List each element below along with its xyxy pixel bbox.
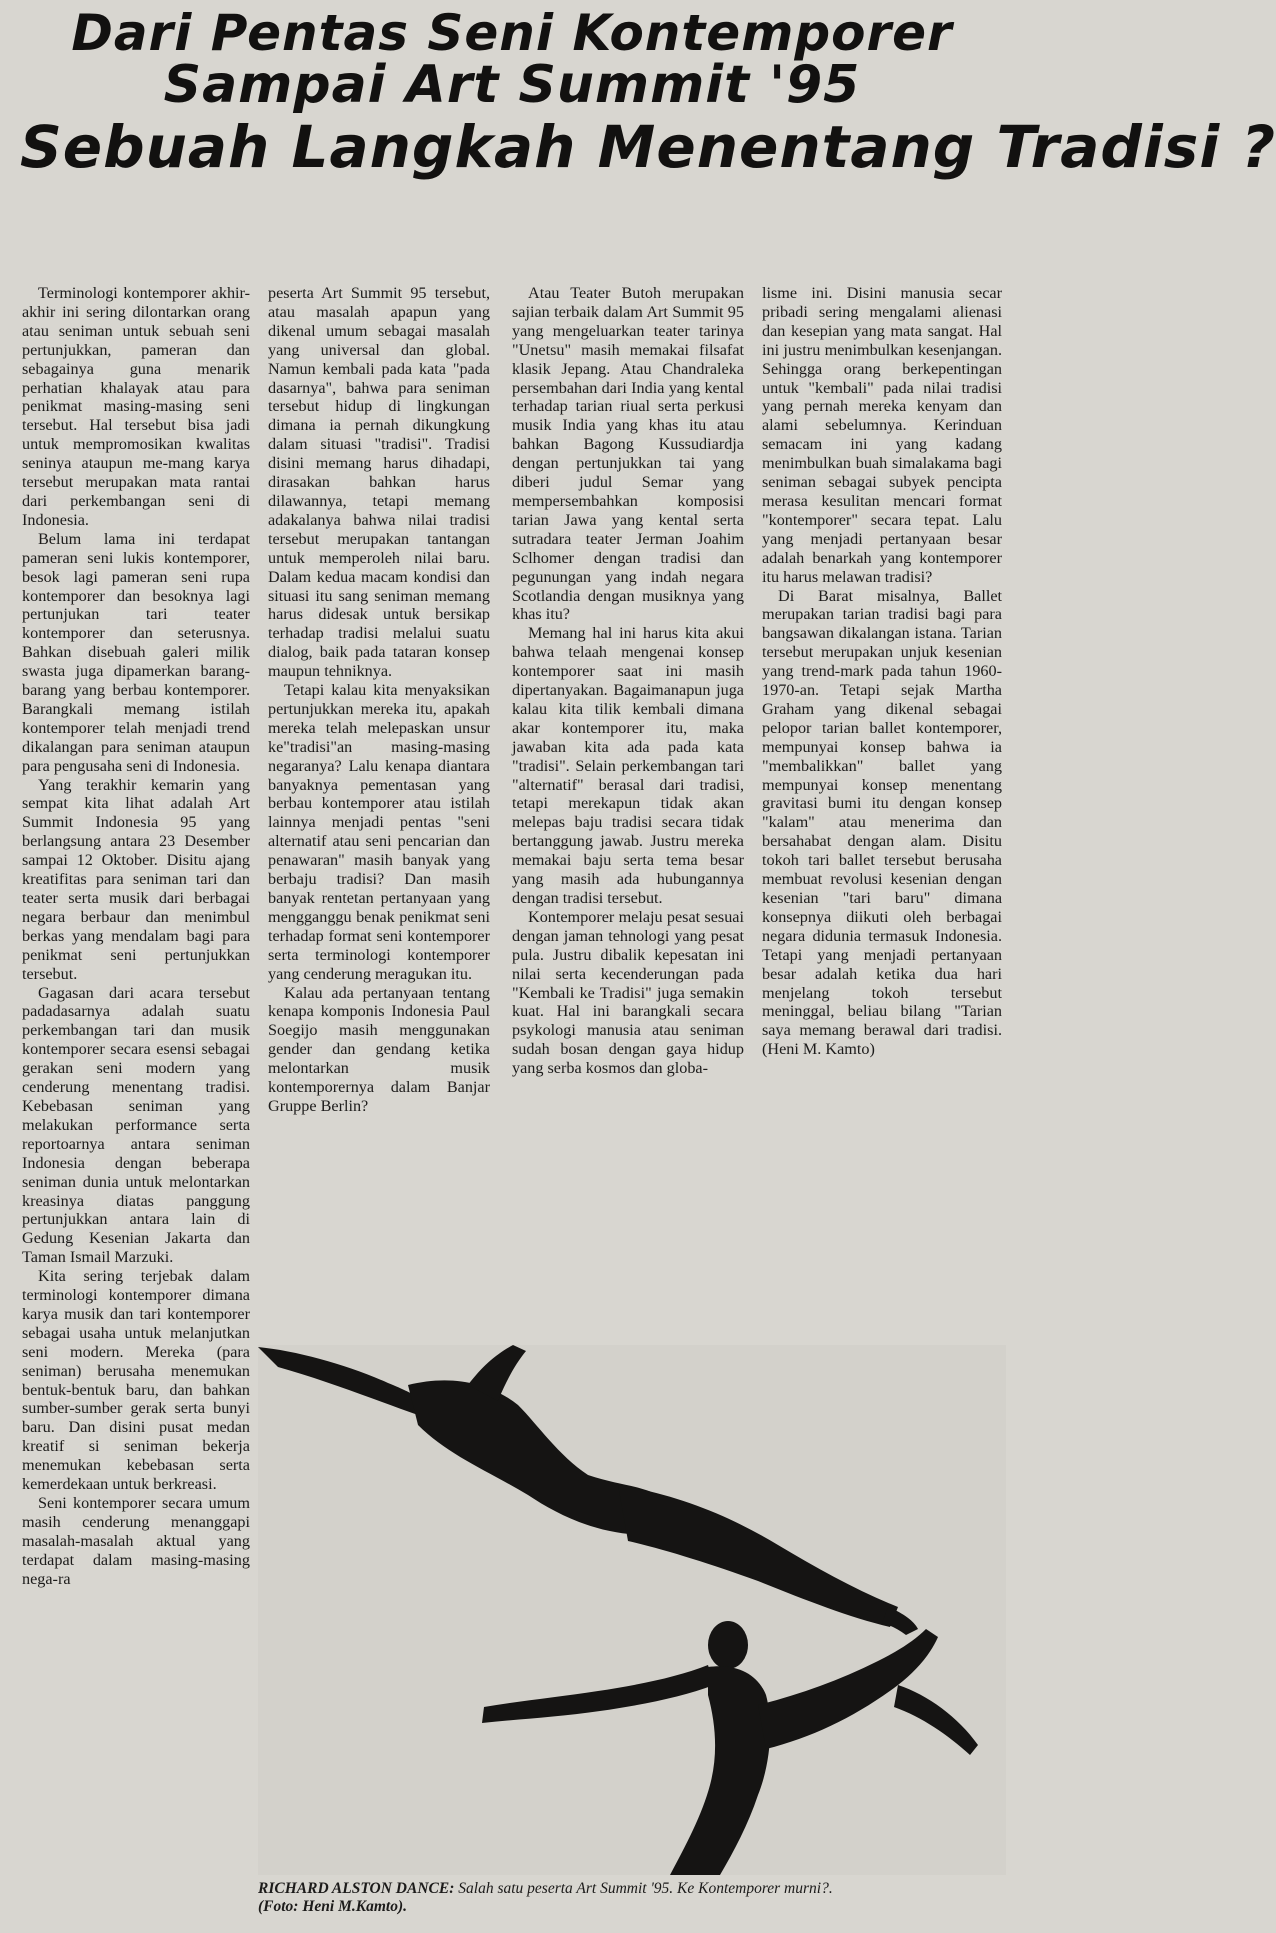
paragraph: Kita sering terjebak dalam terminologi kontemporer dimana karya musik dan tari kontemporer sebagai usaha untuk melanjutkan seni modern. Mereka (para seniman) berusaha menemukan bentuk-bentuk baru, dan bahkan sumber-sumber gerak serta bunyi baru. Dan disini pusat medan kreatif si seniman bekerja menemukan kebebasan serta kemerdekaan untuk berkreasi. xyxy=(22,1267,250,1494)
paragraph: peserta Art Summit 95 tersebut, atau masalah apapun yang dikenal umum sebagai masalah yang universal dan global. Namun kembali pada kata "pada dasarnya", bahwa para seniman tersebut hidup di lingkungan dimana ia pernah dikungkung dalam situasi "tradisi". Tradisi disini memang harus dihadapi, dirasakan bahkan harus dilawannya, tetapi memang adakalanya bahwa nilai tradisi tersebut merupakan tantangan untuk memperoleh nilai baru. Dalam kedua macam kondisi dan situasi itu sang seniman memang harus didesak untuk bersikap terhadap tradisi melalui suatu dialog, baik pada tataran konsep maupun tehniknya. xyxy=(268,284,490,681)
lower-dancer-head xyxy=(708,1621,748,1669)
article-column-3 xyxy=(512,284,744,1344)
paragraph: Tetapi kalau kita menyaksikan pertunjukkan mereka itu, apakah mereka telah melepaskan unsur ke"tradisi"an masing-masing negaranya? Lalu kenapa diantara banyaknya pementasan yang berbau kontemporer atau istilah lainnya menjadi pentas "seni alternatif atau seni pencarian dan penawaran" masih banyak yang berbaju tradisi? Dan masih banyak rentetan pertanyaan yang mengganggu benak penikmat seni terhadap format seni kontemporer serta terminologi kontemporer yang cenderung meragukan itu. xyxy=(268,681,490,983)
paragraph: Terminologi kontemporer akhir-akhir ini sering dilontarkan orang atau seniman untuk sebuah seni pertunjukkan, pameran dan sebagainya guna menarik perhatian khalayak atau para penikmat masing-masing seni tersebut. Hal tersebut bisa jadi untuk mempromosikan kwalitas seninya ataupun me-mang karya tersebut merupakan mata rantai dari perkembangan seni di Indonesia. xyxy=(22,284,250,529)
paragraph: Seni kontemporer secara umum masih cenderung menanggapi masalah-masalah aktual yang terdapat dalam masing-masing nega-ra xyxy=(22,1494,250,1588)
paragraph: Gagasan dari acara tersebut padadasarnya adalah suatu perkembangan tari dan musik kontemporer secara esensi sebagai gerakan seni modern yang cenderung menentang tradisi. Kebebasan seniman yang melakukan performance serta reportoarnya antara seniman Indonesia dengan beberapa seniman dunia untuk melontarkan kreasinya diatas panggung pertunjukkan antara lain di Gedung Kesenian Jakarta dan Taman Ismail Marzuki. xyxy=(22,983,250,1267)
headline xyxy=(20,4,1276,182)
lower-dancer-leg xyxy=(758,1629,938,1749)
caption-title: RICHARD ALSTON DANCE: xyxy=(258,1880,455,1897)
paragraph: Kalau ada pertanyaan tentang kenapa komponis Indonesia Paul Soegijo masih menggunakan gender dan gendang ketika melontarkan musik kontemporernya dalam Banjar Gruppe Berlin? xyxy=(268,983,490,1115)
article-column-1 xyxy=(22,284,250,1924)
lower-dancer-body xyxy=(670,1666,770,1875)
lower-dancer-lifted-leg xyxy=(894,1685,978,1755)
paragraph: Kontemporer melaju pesat sesuai dengan jaman tehnologi yang pesat pula. Justru dibalik kepesatan ini nilai serta kecenderungan pada "Kembali ke Tradisi" juga semakin kuat. Hal ini barangkali secara psykologi manusia atau seniman sudah bosan dengan gaya hidup yang serba kosmos dan globa- xyxy=(512,907,744,1078)
paragraph: lisme ini. Disini manusia secar pribadi sering mengalami alienasi dan kesepian yang mata sangat. Hal ini justru menimbulkan kesenjangan. Sehingga orang berkepentingan untuk "kembali" pada nilai tradisi yang pernah mereka kenyam dan alami sebelumnya. Kerinduan semacam ini yang kadang menimbulkan buah simalakama bagi seniman sebagai subyek pencipta merasa kesulitan mencari format "kontemporer" secara tepat. Lalu yang menjadi pertanyaan besar adalah benarkah yang kontemporer itu harus melawan tradisi? xyxy=(762,284,1002,586)
paragraph: Atau Teater Butoh merupakan sajian terbaik dalam Art Summit 95 yang mengeluarkan teater tarinya "Unetsu" masih memakai filsafat klasik Jepang. Atau Chandraleka persembahan dari India yang kental terhadap tarian riual serta perkusi musik India yang khas itu atau bahkan Bagong Kussudiardja dengan pertunjukkan tai yang diberi judul Semar yang mempersembahkan komposisi tarian Jawa yang kental serta sutradara teater Jerman Joahim Sclhomer dengan tradisi dan pegunungan yang indah negara Scotlandia dengan musiknya yang khas itu? xyxy=(512,284,744,624)
caption-text: Salah satu peserta Art Summit '95. Ke Kontemporer murni?. xyxy=(454,1880,833,1897)
caption-credit: (Foto: Heni M.Kamto). xyxy=(258,1898,407,1915)
dancers-illustration xyxy=(258,1345,1006,1875)
article-column-2 xyxy=(268,284,490,1344)
paragraph: Yang terakhir kemarin yang sempat kita lihat adalah Art Summit Indonesia 95 yang berlangsung antara 23 Desember sampai 12 Oktober. Disitu ajang kreatifitas para seniman tari dan teater serta musik dari berbagai negara berbaur dan menimbul berkas yang mendalam bagi para penikmat seni pertunjukkan tersebut. xyxy=(22,775,250,983)
article-column-4 xyxy=(762,284,1002,1344)
paragraph: Memang hal ini harus kita akui bahwa telaah mengenai konsep kontemporer saat ini masih dipertanyakan. Bagaimanapun juga kalau kita tilik kembali dimana akar kontemporer itu, maka jawaban kita ada pada kata "tradisi". Selain perkembangan tari "alternatif" berasal dari tradisi, tetapi merekapun tidak akan melepas baju tradisi secara tidak bertanggung jawab. Justru mereka memakai baju serta tema besar yang masih ada hubungannya dengan tradisi tersebut. xyxy=(512,624,744,907)
headline-line-1: Dari Pentas Seni Kontemporer xyxy=(71,4,953,62)
lower-dancer-arm xyxy=(482,1665,714,1723)
headline-line-3: Sebuah Langkah Menentang Tradisi ? xyxy=(20,113,1276,182)
paragraph: Di Barat misalnya, Ballet merupakan tarian tradisi bagi para bangsawan dikalangan istana. Tarian tersebut merupakan unjuk kesenian yang trend-mark pada tahun 1960-1970-an. Tetapi sejak Martha Graham yang dikenal sebagai pelopor tarian ballet kontemporer, mempunyai konsep bahwa ia "membalikkan" ballet yang mempunyai konsep menentang gravitasi bumi itu dengan konsep "kalam" atau menerima dan bersahabat dengan alam. Disitu tokoh tari ballet tersebut berusaha membuat revolusi kesenian dengan kesenian "tari baru" dimana konsepnya diikuti oleh berbagai negara didunia termasuk Indonesia. Tetapi yang menjadi pertanyaan besar adalah ketika dua hari menjelang tokoh tersebut meninggal, beliau bilang "Tarian saya memang berawal dari tradisi. (Heni M. Kamto) xyxy=(762,586,1002,1059)
headline-line-2: Sampai Art Summit '95 xyxy=(163,55,861,115)
dance-photo xyxy=(258,1345,1006,1875)
upper-dancer-arm xyxy=(258,1347,426,1415)
paragraph: Belum lama ini terdapat pameran seni lukis kontemporer, besok lagi pameran seni rupa kontemporer dan besoknya lagi pertunjukan tari teater kontemporer dan seterusnya. Bahkan disebuah galeri milik swasta juga dipamerkan barang-barang yang berbau kontemporer. Barangkali memang istilah kontemporer telah menjadi trend dikalangan para seniman ataupun para pengusaha seni di Indonesia. xyxy=(22,529,250,775)
upper-dancer-foot xyxy=(882,1607,918,1635)
upper-dancer-torso xyxy=(408,1380,658,1535)
photo-caption xyxy=(258,1880,1006,1916)
upper-dancer-leg xyxy=(618,1485,898,1627)
